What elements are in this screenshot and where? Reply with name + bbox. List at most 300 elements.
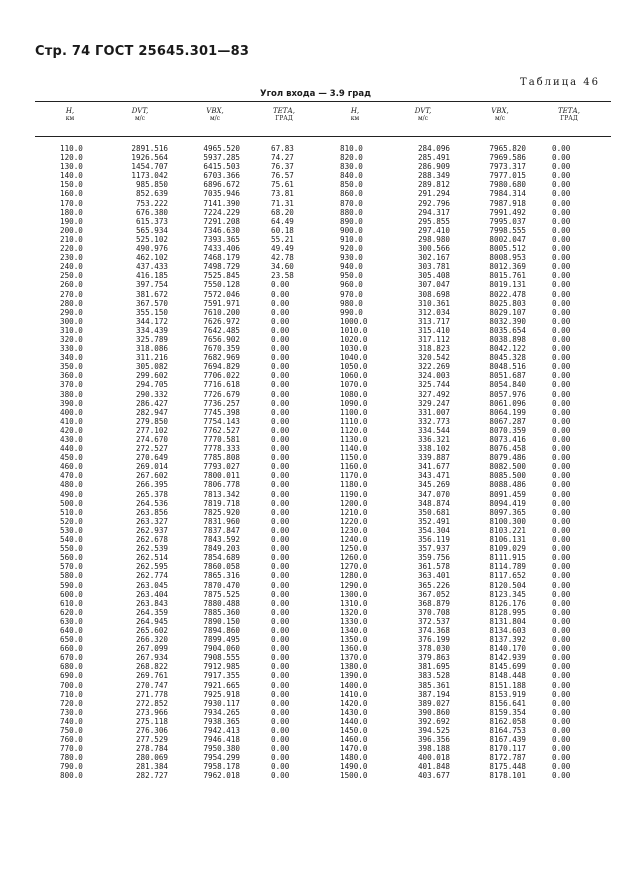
table-cell: 0.00 [552, 316, 571, 326]
table-cell: 8172.787 [489, 753, 526, 763]
table-cell: 0.00 [271, 635, 290, 645]
table-cell: 290.332 [135, 389, 168, 399]
table-cell: 8156.641 [489, 698, 526, 708]
table-cell: 7745.398 [203, 407, 240, 417]
table-cell: 0.00 [271, 689, 290, 699]
table-cell: 401.848 [417, 762, 450, 772]
table-cell: 0.00 [271, 407, 290, 417]
table-cell: 269.761 [135, 671, 168, 681]
table-cell: 1320.0 [340, 607, 368, 617]
table-cell: 270.747 [135, 680, 168, 690]
table-cell: 1260.0 [340, 553, 368, 563]
table-cell: 7870.470 [203, 580, 240, 590]
table-cell: 780.0 [60, 753, 83, 763]
column-h-left [60, 144, 83, 781]
table-cell: 0.00 [552, 635, 571, 645]
table-cell: 1240.0 [340, 535, 368, 545]
table-cell: 930.0 [340, 253, 363, 263]
table-cell: 7965.820 [489, 144, 526, 153]
table-cell: 1470.0 [340, 744, 368, 754]
table-cell: 320.542 [417, 353, 450, 363]
header-vbx-left [190, 107, 240, 123]
table-cell: 8109.029 [489, 544, 526, 554]
table-cell: 0.00 [552, 425, 571, 435]
column-h-right [340, 144, 367, 781]
table-cell: 852.639 [135, 189, 168, 199]
table-cell: 0.00 [271, 416, 290, 426]
table-cell: 273.966 [135, 707, 168, 717]
table-cell: 0.00 [271, 580, 290, 590]
table-cell: 753.222 [135, 198, 168, 208]
table-cell: 1380.0 [340, 662, 368, 672]
table-cell: 7912.985 [203, 662, 240, 672]
table-cell: 390.860 [417, 707, 450, 717]
table-cell: 160.0 [60, 189, 83, 199]
table-cell: 0.00 [552, 762, 571, 772]
table-cell: 8175.448 [489, 762, 526, 772]
table-cell: 55.21 [271, 234, 294, 244]
table-cell: 240.0 [60, 262, 83, 272]
table-cell: 0.00 [552, 198, 571, 208]
table-cell: 1310.0 [340, 598, 368, 608]
table-cell: 0.00 [271, 616, 290, 626]
table-cell: 8008.953 [489, 253, 526, 263]
table-cell: 6896.672 [203, 180, 240, 190]
table-cell: 267.934 [135, 653, 168, 663]
table-cell: 329.247 [417, 398, 450, 408]
table-cell: 0.00 [271, 453, 290, 463]
table-cell: 1490.0 [340, 762, 368, 772]
table-cell: 264.945 [135, 616, 168, 626]
table-cell: 0.00 [552, 471, 571, 481]
table-cell: 0.00 [552, 353, 571, 363]
table-cell: 490.0 [60, 489, 83, 499]
table-cell: 286.427 [135, 398, 168, 408]
table-cell: 7998.555 [489, 225, 526, 235]
table-cell: 560.0 [60, 553, 83, 563]
table-cell: 347.070 [417, 489, 450, 499]
table-cell: 7800.011 [203, 471, 240, 481]
table-cell: 8167.439 [489, 735, 526, 745]
table-cell: 7894.860 [203, 625, 240, 635]
table-cell: 277.529 [135, 735, 168, 745]
table-cell: 950.0 [340, 271, 363, 281]
table-cell: 0.00 [271, 344, 290, 354]
table-cell: 266.395 [135, 480, 168, 490]
table-cell: 990.0 [340, 307, 363, 317]
table-cell: 4965.520 [203, 144, 240, 153]
page-header: Стр. 74 ГОСТ 25645.301—83 [35, 44, 250, 59]
table-cell: 8076.458 [489, 444, 526, 454]
table-cell: 303.781 [417, 262, 450, 272]
table-cell: 0.00 [271, 525, 290, 535]
table-subtitle: Угол входа — 3.9 град [260, 89, 371, 99]
table-cell: 0.00 [552, 616, 571, 626]
header-dvt-right-name: DVT, [414, 107, 432, 115]
table-cell: 570.0 [60, 562, 83, 572]
table-cell: 295.855 [417, 216, 450, 226]
table-cell: 0.00 [271, 480, 290, 490]
table-cell: 260.0 [60, 280, 83, 290]
table-cell: 302.167 [417, 253, 450, 263]
table-cell: 1230.0 [340, 525, 368, 535]
table-cell: 272.527 [135, 444, 168, 454]
table-cell: 0.00 [552, 553, 571, 563]
table-cell: 327.492 [417, 389, 450, 399]
table-cell: 1080.0 [340, 389, 368, 399]
table-cell: 363.401 [417, 571, 450, 581]
table-cell: 0.00 [271, 662, 290, 672]
table-cell: 0.00 [552, 489, 571, 499]
table-cell: 1050.0 [340, 362, 368, 372]
table-cell: 1000.0 [340, 316, 368, 326]
table-cell: 1926.564 [131, 153, 168, 163]
header-dvt-right [398, 107, 448, 123]
table-cell: 344.172 [135, 316, 168, 326]
table-cell: 267.602 [135, 471, 168, 481]
table-cell: 367.052 [417, 589, 450, 599]
table-cell: 8106.131 [489, 535, 526, 545]
table-cell: 0.00 [552, 153, 571, 163]
table-cell: 305.082 [135, 362, 168, 372]
table-cell: 372.537 [417, 616, 450, 626]
table-cell: 0.00 [552, 162, 571, 172]
table-cell: 345.269 [417, 480, 450, 490]
table-cell: 850.0 [340, 180, 363, 190]
table-cell: 8015.761 [489, 271, 526, 281]
table-cell: 7880.488 [203, 598, 240, 608]
table-cell: 7904.060 [203, 644, 240, 654]
table-cell: 7825.920 [203, 507, 240, 517]
table-cell: 0.00 [271, 307, 290, 317]
table-cell: 680.0 [60, 662, 83, 672]
table-cell: 7980.680 [489, 180, 526, 190]
table-cell: 350.0 [60, 362, 83, 372]
table-cell: 0.00 [552, 216, 571, 226]
table-cell: 60.18 [271, 225, 294, 235]
table-cell: 1270.0 [340, 562, 368, 572]
table-cell: 8151.188 [489, 680, 526, 690]
table-cell: 297.410 [417, 225, 450, 235]
table-cell: 7785.808 [203, 453, 240, 463]
table-cell: 0.00 [552, 498, 571, 508]
table-cell: 341.677 [417, 462, 450, 472]
table-cell: 7991.492 [489, 207, 526, 217]
table-cell: 381.695 [417, 662, 450, 672]
table-cell: 0.00 [552, 753, 571, 763]
table-cell: 1300.0 [340, 589, 368, 599]
table-cell: 870.0 [340, 198, 363, 208]
table-cell: 8035.654 [489, 325, 526, 335]
table-cell: 1150.0 [340, 453, 368, 463]
table-cell: 340.0 [60, 353, 83, 363]
table-cell: 0.00 [552, 516, 571, 526]
table-cell: 5937.285 [203, 153, 240, 163]
table-cell: 7694.829 [203, 362, 240, 372]
table-cell: 7591.971 [203, 298, 240, 308]
table-cell: 73.81 [271, 189, 294, 199]
table-cell: 8085.500 [489, 471, 526, 481]
table-cell: 1370.0 [340, 653, 368, 663]
table-cell: 0.00 [552, 435, 571, 444]
table-cell: 380.0 [60, 389, 83, 399]
table-cell: 1460.0 [340, 735, 368, 745]
table-cell: 462.102 [135, 253, 168, 263]
table-cell: 416.185 [135, 271, 168, 281]
table-cell: 980.0 [340, 298, 363, 308]
table-cell: 410.0 [60, 416, 83, 426]
table-cell: 0.00 [552, 589, 571, 599]
table-cell: 400.0 [60, 407, 83, 417]
table-cell: 590.0 [60, 580, 83, 590]
table-cell: 1160.0 [340, 462, 368, 472]
table-cell: 34.60 [271, 262, 294, 272]
table-cell: 1250.0 [340, 544, 368, 554]
table-cell: 600.0 [60, 589, 83, 599]
table-cell: 8131.804 [489, 616, 526, 626]
table-cell: 7837.847 [203, 525, 240, 535]
table-cell: 288.349 [417, 171, 450, 181]
table-cell: 1454.707 [131, 162, 168, 172]
table-cell: 0.00 [552, 207, 571, 217]
table-cell: 0.00 [271, 589, 290, 599]
table-cell: 360.0 [60, 371, 83, 381]
table-cell: 354.304 [417, 525, 450, 535]
table-cell: 800.0 [60, 771, 83, 781]
table-cell: 8082.500 [489, 462, 526, 472]
table-cell: 398.188 [417, 744, 450, 754]
table-cell: 0.00 [552, 271, 571, 281]
table-cell: 74.27 [271, 153, 294, 163]
table-cell: 8097.365 [489, 507, 526, 517]
table-cell: 490.976 [135, 244, 168, 254]
table-cell: 130.0 [60, 162, 83, 172]
table-cell: 0.00 [271, 435, 290, 444]
table-cell: 262.539 [135, 544, 168, 554]
table-cell: 7433.406 [203, 244, 240, 254]
table-cell: 1120.0 [340, 425, 368, 435]
table-cell: 7770.581 [203, 435, 240, 444]
header-vbx-left-name: VBX, [206, 107, 224, 115]
header-vbx-left-unit: м/с [209, 115, 221, 122]
table-cell: 960.0 [340, 280, 363, 290]
table-cell: 0.00 [552, 689, 571, 699]
table-cell: 7860.058 [203, 562, 240, 572]
table-cell: 900.0 [340, 225, 363, 235]
table-cell: 970.0 [340, 289, 363, 299]
table-cell: 170.0 [60, 198, 83, 208]
table-cell: 0.00 [552, 462, 571, 472]
table-cell: 8120.504 [489, 580, 526, 590]
table-cell: 376.199 [417, 635, 450, 645]
header-vbx-right-name: VBX, [491, 107, 509, 115]
table-cell: 0.00 [271, 753, 290, 763]
header-dvt-left-name: DVT, [131, 107, 149, 115]
table-cell: 1140.0 [340, 444, 368, 454]
table-cell: 8137.392 [489, 635, 526, 645]
table-cell: 7498.729 [203, 262, 240, 272]
table-cell: 339.887 [417, 453, 450, 463]
table-cell: 8032.390 [489, 316, 526, 326]
table-cell: 7925.918 [203, 689, 240, 699]
table-cell: 324.003 [417, 371, 450, 381]
table-cell: 7670.359 [203, 344, 240, 354]
table-cell: 7875.525 [203, 589, 240, 599]
table-cell: 640.0 [60, 625, 83, 635]
table-cell: 1450.0 [340, 726, 368, 735]
table-cell: 8045.328 [489, 353, 526, 363]
table-cell: 110.0 [60, 144, 83, 153]
table-cell: 0.00 [552, 280, 571, 290]
table-cell: 0.00 [271, 353, 290, 363]
table-cell: 0.00 [552, 225, 571, 235]
table-cell: 8091.459 [489, 489, 526, 499]
table-cell: 0.00 [271, 289, 290, 299]
table-cell: 332.773 [417, 416, 450, 426]
table-cell: 7572.046 [203, 289, 240, 299]
table-cell: 7938.365 [203, 716, 240, 726]
table-cell: 289.812 [417, 180, 450, 190]
table-cell: 8019.131 [489, 280, 526, 290]
header-h-left [50, 107, 90, 123]
table-cell: 0.00 [552, 362, 571, 372]
table-cell: 0.00 [552, 253, 571, 263]
table-cell: 250.0 [60, 271, 83, 281]
table-cell: 200.0 [60, 225, 83, 235]
table-cell: 0.00 [552, 344, 571, 354]
table-cell: 8061.096 [489, 398, 526, 408]
table-cell: 0.00 [552, 598, 571, 608]
table-cell: 1070.0 [340, 380, 368, 390]
table-cell: 265.378 [135, 489, 168, 499]
table-cell: 0.00 [271, 398, 290, 408]
table-cell: 392.692 [417, 716, 450, 726]
table-cell: 365.226 [417, 580, 450, 590]
table-cell: 700.0 [60, 680, 83, 690]
table-cell: 940.0 [340, 262, 363, 272]
table-cell: 352.491 [417, 516, 450, 526]
table-cell: 325.789 [135, 334, 168, 344]
table-cell: 0.00 [552, 298, 571, 308]
table-cell: 269.014 [135, 462, 168, 472]
table-cell: 0.00 [552, 644, 571, 654]
table-cell: 420.0 [60, 425, 83, 435]
table-cell: 8178.101 [489, 771, 526, 781]
table-cell: 810.0 [340, 144, 363, 153]
table-cell: 7525.845 [203, 271, 240, 281]
table-cell: 403.677 [417, 771, 450, 781]
table-cell: 7682.969 [203, 353, 240, 363]
table-cell: 0.00 [552, 453, 571, 463]
table-cell: 389.027 [417, 698, 450, 708]
table-cell: 7962.018 [203, 771, 240, 781]
table-cell: 282.947 [135, 407, 168, 417]
table-cell: 0.00 [271, 380, 290, 390]
table-cell: 0.00 [552, 653, 571, 663]
table-cell: 0.00 [552, 234, 571, 244]
table-cell: 374.368 [417, 625, 450, 635]
table-cell: 7806.778 [203, 480, 240, 490]
table-cell: 7656.902 [203, 334, 240, 344]
table-cell: 0.00 [552, 180, 571, 190]
table-cell: 0.00 [271, 535, 290, 545]
table-cell: 7908.555 [203, 653, 240, 663]
table-cell: 310.0 [60, 325, 83, 335]
table-cell: 7642.485 [203, 325, 240, 335]
table-cell: 1480.0 [340, 753, 368, 763]
table-cell: 348.874 [417, 498, 450, 508]
header-h-left-unit: км [65, 115, 75, 122]
table-cell: 7736.257 [203, 398, 240, 408]
table-cell: 0.00 [271, 498, 290, 508]
table-cell: 7917.355 [203, 671, 240, 681]
table-cell: 279.850 [135, 416, 168, 426]
table-cell: 7813.342 [203, 489, 240, 499]
table-cell: 8054.840 [489, 380, 526, 390]
table-cell: 312.034 [417, 307, 450, 317]
table-cell: 334.439 [135, 325, 168, 335]
table-cell: 320.0 [60, 334, 83, 344]
table-cell: 383.528 [417, 671, 450, 681]
table-cell: 0.00 [271, 280, 290, 290]
table-cell: 330.0 [60, 344, 83, 354]
table-cell: 262.774 [135, 571, 168, 581]
table-cell: 660.0 [60, 644, 83, 654]
table-cell: 8025.803 [489, 298, 526, 308]
table-cell: 880.0 [340, 207, 363, 217]
table-cell: 580.0 [60, 571, 83, 581]
table-cell: 263.404 [135, 589, 168, 599]
table-cell: 0.00 [552, 525, 571, 535]
table-cell: 830.0 [340, 162, 363, 172]
table-cell: 0.00 [552, 262, 571, 272]
table-cell: 357.937 [417, 544, 450, 554]
header-vbx-right [475, 107, 525, 123]
table-cell: 920.0 [340, 244, 363, 254]
table-cell: 620.0 [60, 607, 83, 617]
header-dvt-left [115, 107, 165, 123]
table-cell: 8079.486 [489, 453, 526, 463]
table-cell: 76.57 [271, 171, 294, 181]
table-cell: 8088.486 [489, 480, 526, 490]
table-cell: 7141.390 [203, 198, 240, 208]
table-cell: 540.0 [60, 535, 83, 545]
table-cell: 0.00 [552, 507, 571, 517]
table-cell: 437.433 [135, 262, 168, 272]
table-cell: 0.00 [552, 562, 571, 572]
table-cell: 1190.0 [340, 489, 368, 499]
table-cell: 7626.972 [203, 316, 240, 326]
table-cell: 8159.354 [489, 707, 526, 717]
table-cell: 740.0 [60, 716, 83, 726]
table-cell: 480.0 [60, 480, 83, 490]
table-cell: 1180.0 [340, 480, 368, 490]
table-cell: 0.00 [552, 398, 571, 408]
table-cell: 1330.0 [340, 616, 368, 626]
table-cell: 7987.918 [489, 198, 526, 208]
table-cell: 267.099 [135, 644, 168, 654]
table-cell: 1340.0 [340, 625, 368, 635]
table-cell: 71.31 [271, 198, 294, 208]
header-teta-right-name: ТЕТА, [558, 107, 580, 115]
table-cell: 0.00 [271, 653, 290, 663]
table-cell: 76.37 [271, 162, 294, 172]
table-cell: 264.359 [135, 607, 168, 617]
table-cell: 890.0 [340, 216, 363, 226]
table-cell: 286.909 [417, 162, 450, 172]
table-cell: 6703.366 [203, 171, 240, 181]
table-cell: 367.570 [135, 298, 168, 308]
